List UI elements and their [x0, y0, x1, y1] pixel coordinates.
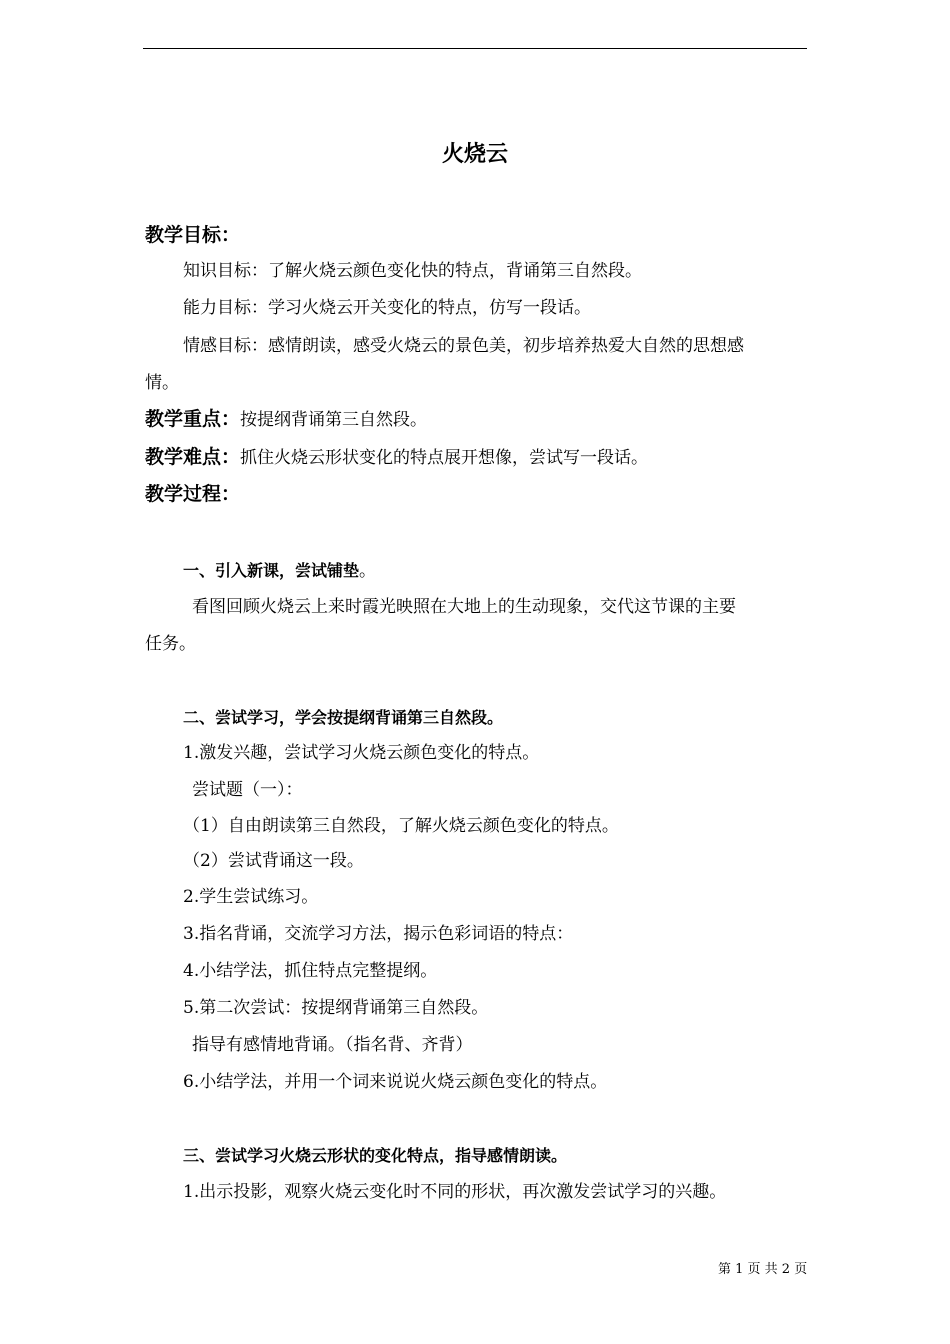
list-item: 1.出示投影，观察火烧云变化时不同的形状，再次激发尝试学习的兴趣。: [183, 1182, 727, 1202]
difficulty-label: 教学难点：: [145, 446, 241, 468]
list-item: 2.学生尝试练习。: [183, 887, 319, 907]
section2-heading: 二、尝试学习，学会按提纲背诵第三自然段。: [183, 708, 504, 727]
list-item: （1）自由朗读第三自然段，了解火烧云颜色变化的特点。: [183, 816, 619, 836]
section3-heading: 三、尝试学习火烧云形状的变化特点，指导感情朗读。: [183, 1146, 568, 1165]
emotion-objective-line1: 情感目标：感情朗读，感受火烧云的景色美，初步培养热爱大自然的思想感: [183, 336, 744, 356]
difficulty-text: 抓住火烧云形状变化的特点展开想像，尝试写一段话。: [240, 448, 649, 468]
key-point-label: 教学重点：: [145, 408, 241, 430]
list-item: 6.小结学法，并用一个词来说说火烧云颜色变化的特点。: [183, 1072, 608, 1092]
list-item: 指导有感情地背诵。（指名背、齐背）: [192, 1035, 473, 1055]
ability-objective: 能力目标：学习火烧云开关变化的特点，仿写一段话。: [183, 298, 591, 318]
list-item: 1.激发兴趣，尝试学习火烧云颜色变化的特点。: [183, 743, 540, 763]
process-heading: 教学过程：: [145, 483, 241, 505]
list-item: 5.第二次尝试：按提纲背诵第三自然段。: [183, 998, 489, 1018]
section1-para-line2: 任务。: [145, 634, 196, 654]
section1-heading-text: 一、引入新课，尝试铺垫: [183, 561, 360, 580]
list-item: 尝试题（一）：: [192, 780, 303, 800]
page-number: 第 1 页 共 2 页: [718, 1262, 808, 1277]
difficulty: [145, 446, 648, 469]
list-item: 3.指名背诵，交流学习方法，揭示色彩词语的特点：: [183, 924, 574, 944]
section1-para-line1: 看图回顾火烧云上来时霞光映照在大地上的生动现象，交代这节课的主要: [192, 597, 736, 617]
list-item: 4.小结学法，抓住特点完整提纲。: [183, 961, 438, 981]
document-title: 火烧云: [441, 142, 508, 167]
key-point-text: 按提纲背诵第三自然段。: [240, 410, 428, 430]
header-rule: [143, 48, 807, 49]
section1-heading: [183, 560, 376, 582]
knowledge-objective: 知识目标：了解火烧云颜色变化快的特点，背诵第三自然段。: [183, 261, 642, 281]
emotion-objective-line2: 情。: [145, 373, 179, 393]
list-item: （2）尝试背诵这一段。: [183, 851, 364, 871]
objectives-heading: 教学目标：: [145, 224, 241, 246]
key-point: [145, 408, 427, 431]
section1-heading-end: 。: [359, 561, 377, 581]
